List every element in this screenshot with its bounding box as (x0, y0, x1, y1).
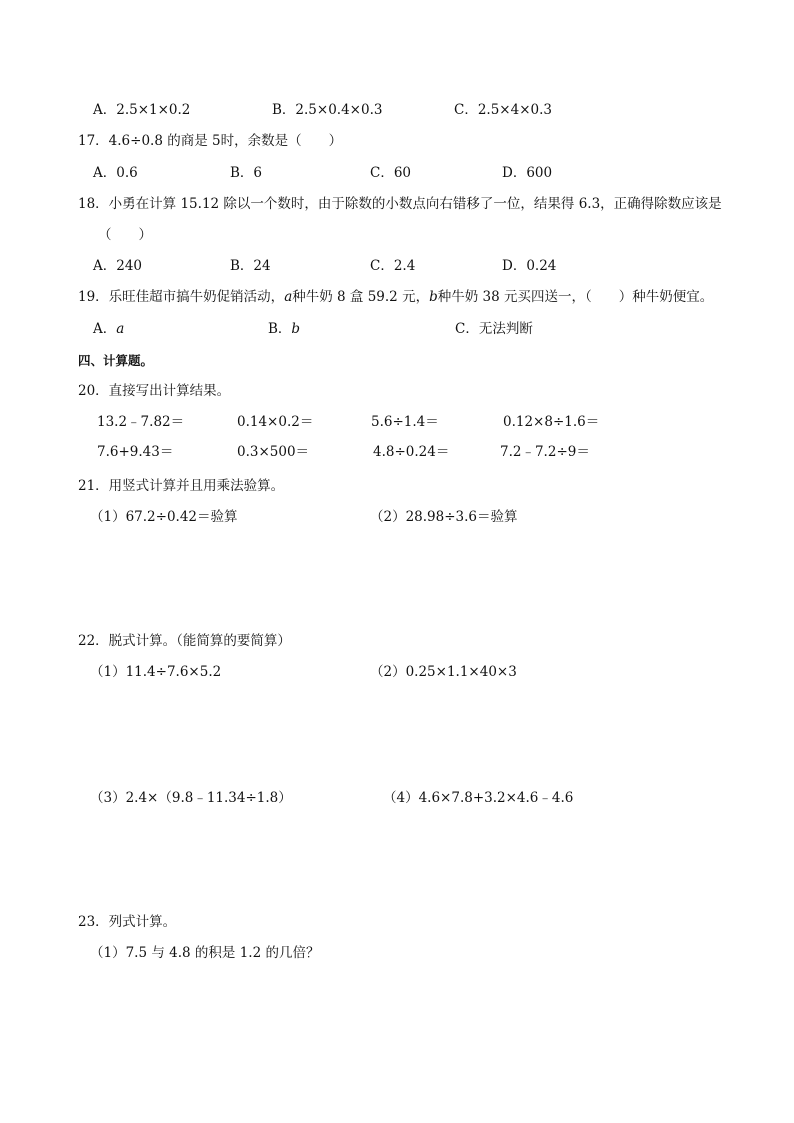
q19-option-a-label: A． (93, 321, 117, 337)
q19-option-b (268, 320, 300, 338)
q21-stem: 21．用竖式计算并且用乘法验算。 (78, 478, 285, 494)
q20-r2-c3: 4.8÷0.24＝ (373, 444, 450, 460)
q20-stem: 20．直接写出计算结果。 (78, 383, 231, 399)
q19-option-a (93, 320, 124, 338)
q19-stem-pre: 19．乐旺佳超市搞牛奶促销活动， (78, 289, 285, 305)
q19-option-c: C．无法判断 (455, 321, 533, 337)
q20-r1-c1: 13.2﹣7.82＝ (97, 414, 185, 430)
q18-option-c: C．2.4 (370, 258, 416, 274)
q18-stem-cont: （ ） (98, 227, 152, 243)
q17-option-b: B．6 (230, 165, 263, 181)
q22-stem: 22．脱式计算。（能简算的要简算） (78, 633, 291, 649)
q19-option-b-var: b (291, 321, 301, 337)
q18-option-a: A．240 (93, 258, 143, 274)
q17-option-c: C．60 (370, 165, 412, 181)
q18-option-b: B．24 (230, 258, 271, 274)
q17-stem: 17．4.6÷0.8 的商是 5时，余数是（ ） (78, 133, 343, 149)
q17-option-d: D．600 (502, 165, 553, 181)
q22-item-4: （4）4.6×7.8+3.2×4.6﹣4.6 (383, 790, 574, 806)
q19-stem (78, 288, 713, 306)
q18-option-d: D．0.24 (502, 258, 557, 274)
q20-r2-c2: 0.3×500＝ (237, 444, 310, 460)
q21-item-2: （2）28.98÷3.6＝验算 (370, 509, 518, 525)
section-heading: 四、计算题。 (78, 353, 154, 368)
q20-r2-c4: 7.2﹣7.2÷9＝ (500, 444, 590, 460)
q19-stem-post: 种牛奶 38 元买四送一，（ ）种牛奶便宜。 (437, 289, 714, 305)
q22-item-2: （2）0.25×1.1×40×3 (370, 664, 517, 680)
q23-stem: 23．列式计算。 (78, 914, 177, 930)
q19-option-b-label: B． (268, 321, 292, 337)
q20-r1-c4: 0.12×8÷1.6＝ (503, 414, 600, 430)
q19-var-b: b (429, 289, 438, 305)
q20-r1-c2: 0.14×0.2＝ (237, 414, 314, 430)
q23-item-1: （1）7.5 与 4.8 的积是 1.2 的几倍？ (90, 945, 320, 961)
q16-option-a: A．2.5×1×0.2 (93, 102, 191, 118)
q20-r2-c1: 7.6+9.43＝ (97, 444, 174, 460)
q18-stem: 18．小勇在计算 15.12 除以一个数时，由于除数的小数点向右错移了一位，结果得 6.3，正确得除数应该是 (78, 196, 722, 212)
q22-item-3: （3）2.4×（9.8﹣11.34÷1.8） (90, 790, 292, 806)
q19-option-a-var: a (116, 321, 125, 337)
q17-option-a: A．0.6 (93, 165, 138, 181)
q16-option-c: C．2.5×4×0.3 (454, 102, 552, 118)
q19-stem-mid: 种牛奶 8 盒 59.2 元， (292, 289, 430, 305)
q16-option-b: B．2.5×0.4×0.3 (272, 102, 383, 118)
q21-item-1: （1）67.2÷0.42＝验算 (90, 509, 238, 525)
q22-item-1: （1）11.4÷7.6×5.2 (90, 664, 222, 680)
q19-var-a: a (284, 289, 293, 305)
q20-r1-c3: 5.6÷1.4＝ (371, 414, 439, 430)
